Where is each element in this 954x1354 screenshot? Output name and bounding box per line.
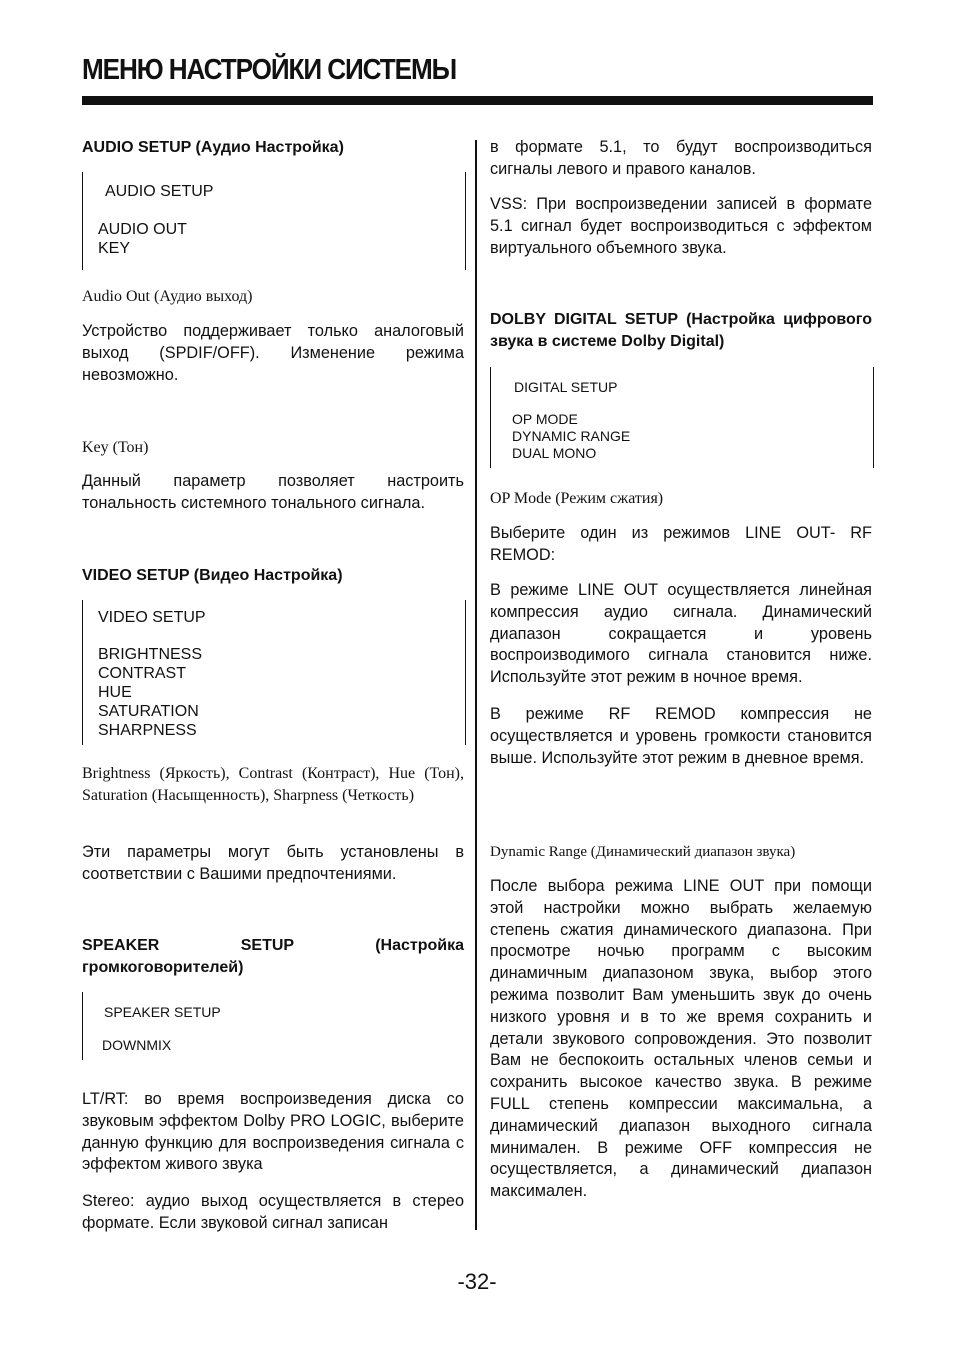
line-out-text: В режиме LINE OUT осуществляется линейная компрессия аудио сигнала. Динамический диапазон сокращается и уровень воспроизводимого сигнала становится ниже. Используйте этот режим в ночное время. (490, 581, 872, 687)
vss-text: VSS: При воспроизведении записей в формате 5.1 сигнал будет воспроизводиться с эффектом виртуального объемного звука. (490, 195, 872, 257)
video-setup-heading: VIDEO SETUP (Видео Настройка) (82, 567, 343, 584)
video-setup-menu (82, 600, 466, 745)
digital-setup-menu (490, 367, 874, 468)
video-params-text: Эти параметры могут быть установлены в соответствии с Вашими предпочтениями. (82, 843, 464, 883)
speaker-setup-menu (82, 992, 465, 1060)
stereo-text: Stereo: аудио выход осуществляется в стерео формате. Если звуковой сигнал записан (82, 1192, 464, 1232)
video-menu-item: SATURATION (98, 703, 199, 720)
dynamic-range-text: После выбора режима LINE OUT при помощи этой настройки можно выбрать желаемую степень сжатия динамического диапазона. При просмотре ночью программ с высоким динамичным диапазоном звука, выбор этого режима позволит Вам уменьшить звук до очень низкого уровня и в то же время сохранить и детали звукового сопровождения. Это позволит Вам не беспокоить остальных членов семьи и сохранить высокое качество звука. В режиме FULL степень компрессии максимальна, а динамический диапазон выходного сигнала минимален. В режиме OFF компрессия не осуществляется, а динамический диапазон максимален. (490, 877, 872, 1201)
ltrt-text: LT/RT: во время воспроизведения диска со звуковым эффектом Dolby PRO LOGIC, выберите данную функцию для воспроизведения сигнала с эффектом живого звука (82, 1090, 464, 1174)
audio-menu-item: AUDIO OUT (98, 221, 187, 238)
op-mode-text: Выберите один из режимов LINE OUT- RF REMOD: (490, 524, 872, 564)
digital-menu-title: DIGITAL SETUP (514, 379, 618, 395)
video-menu-title: VIDEO SETUP (98, 609, 206, 626)
page-number: -32- (457, 1269, 497, 1294)
rf-remod-text: В режиме RF REMOD компрессия не осуществляется и уровень громкости становится выше. Используйте этот режим в дневное время. (490, 705, 872, 767)
speaker-menu-title: SPEAKER SETUP (104, 1004, 221, 1020)
audio-setup-menu (82, 172, 466, 270)
audio-out-label: Audio Out (Аудио выход) (82, 288, 253, 305)
video-menu-item: SHARPNESS (98, 722, 197, 739)
page-title: МЕНЮ НАСТРОЙКИ СИСТЕМЫ (82, 54, 457, 86)
dynamic-range-label: Dynamic Range (Динамический диапазон звука) (490, 844, 796, 860)
key-label: Key (Тон) (82, 439, 149, 456)
video-menu-item: CONTRAST (98, 665, 186, 682)
audio-menu-title: AUDIO SETUP (105, 183, 214, 200)
op-mode-label: OP Mode (Режим сжатия) (490, 490, 664, 507)
speaker-menu-item: DOWNMIX (102, 1037, 172, 1053)
video-params-label: Brightness (Яркость), Contrast (Контраст), Hue (Тон), Saturation (Насыщенность), Sharpness (Четкость) (82, 765, 464, 804)
digital-menu-item: DYNAMIC RANGE (512, 428, 631, 444)
speaker-setup-heading: SPEAKER SETUP (Настройка громкоговорителей) (82, 937, 464, 976)
audio-menu-item: KEY (98, 240, 131, 257)
audio-setup-heading: AUDIO SETUP (Аудио Настройка) (82, 139, 344, 156)
stereo-continued-text: в формате 5.1, то будут воспроизводиться сигналы левого и правого каналов. (490, 138, 872, 178)
digital-menu-item: DUAL MONO (512, 445, 597, 461)
column-divider (475, 140, 477, 1230)
dolby-digital-heading: DOLBY DIGITAL SETUP (Настройка цифрового звука в системе Dolby Digital) (490, 311, 872, 350)
video-menu-item: HUE (98, 684, 132, 701)
digital-menu-item: OP MODE (512, 411, 578, 427)
video-menu-item: BRIGHTNESS (98, 646, 203, 663)
key-text: Данный параметр позволяет настроить тональность системного тонального сигнала. (82, 472, 464, 512)
audio-out-text: Устройство поддерживает только аналоговый выход (SPDIF/OFF). Изменение режима невозможно. (82, 322, 464, 384)
title-rule (82, 96, 873, 105)
